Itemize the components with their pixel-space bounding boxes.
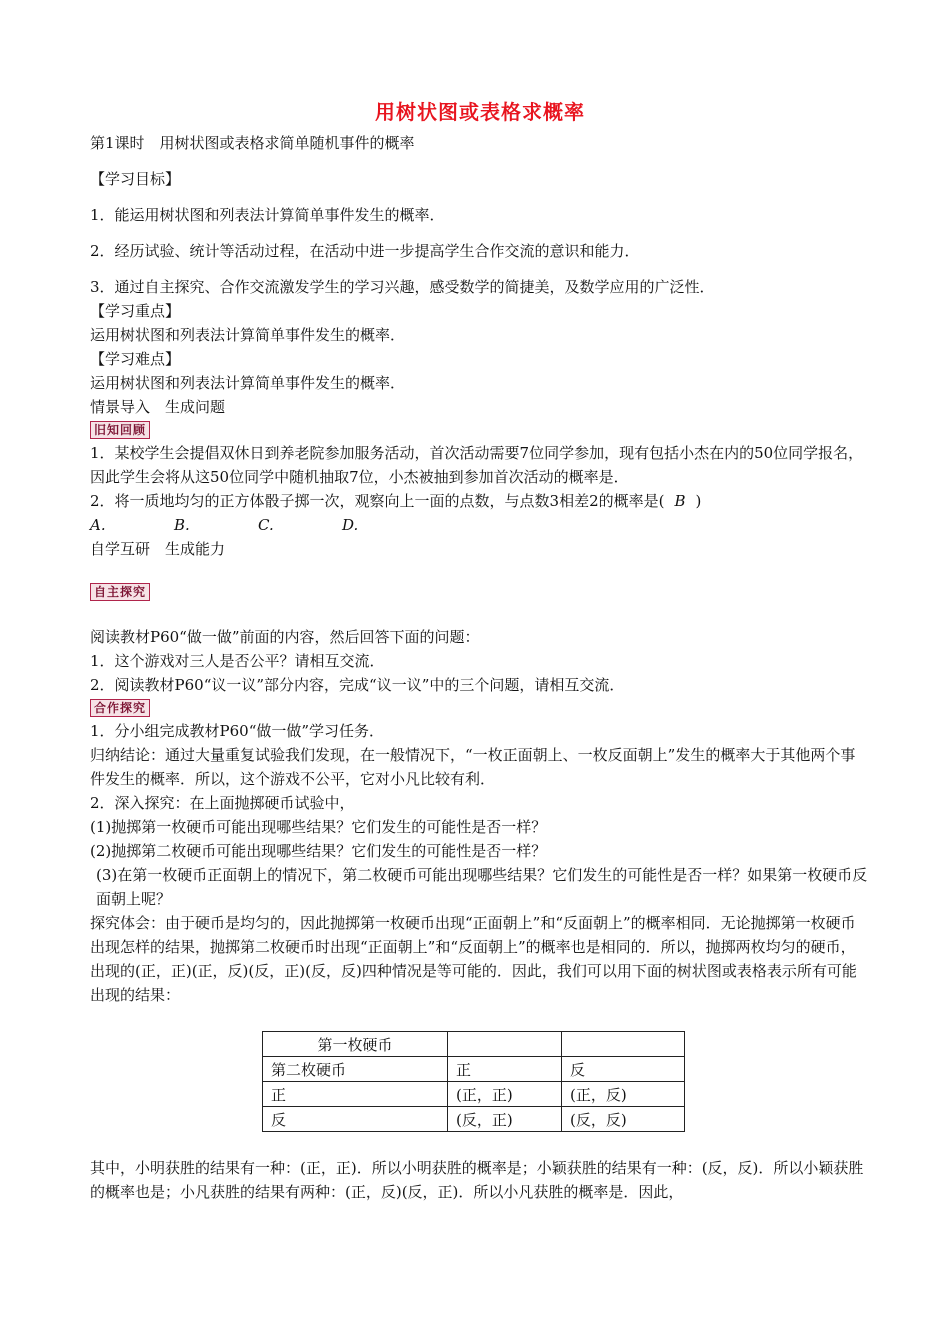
objective-item: 3．通过自主探究、合作交流激发学生的学习兴趣，感受数学的简捷美，及数学应用的广泛性． [90, 278, 715, 296]
choice-a: A. [90, 516, 106, 534]
table-cell: (反，反) [562, 1107, 685, 1132]
review-answer: B [674, 492, 686, 510]
key-point-text: 运用树状图和列表法计算简单事件发生的概率． [90, 326, 406, 344]
table-cell: 第二枚硬币 [263, 1057, 448, 1082]
table-cell: 正 [448, 1057, 562, 1082]
explore-intro: 阅读教材P60“做一做”前面的内容，然后回答下面的问题： [90, 628, 480, 646]
coop-sub-3: (3)在第一枚硬币正面朝上的情况下，第二枚硬币可能出现哪些结果？它们发生的可能性是否一样？如果第一枚硬币反面朝上呢？ [96, 866, 868, 908]
review-question-2-close: ) [695, 492, 702, 510]
choice-d: D. [342, 516, 359, 534]
table-cell: 反 [263, 1107, 448, 1132]
review-question-2-text: 2．将一质地均匀的正方体骰子掷一次，观察向上一面的点数，与点数3相差2的概率是( [90, 492, 665, 510]
difficulty-heading: 【学习难点】 [90, 350, 181, 368]
difficulty-text: 运用树状图和列表法计算简单事件发生的概率． [90, 374, 406, 392]
choice-b: B. [174, 516, 190, 534]
table-cell [448, 1032, 562, 1057]
table-row [263, 1082, 685, 1107]
explore-question-2: 2．阅读教材P60“议一议”部分内容，完成“议一议”中的三个问题，请相互交流． [90, 676, 625, 694]
table-row [263, 1057, 685, 1082]
review-question-2 [90, 489, 870, 513]
closing-text: 其中，小明获胜的结果有一种：(正，正)．所以小明获胜的概率是；小颖获胜的结果有一种：(反，反)．所以小颖获胜的概率也是；小凡获胜的结果有两种：(正，反)(反，正)．所以小凡获胜的概率是．因此， [90, 1159, 864, 1201]
intro-heading: 情景导入 生成问题 [90, 398, 226, 416]
objective-item: 2．经历试验、统计等活动过程，在活动中进一步提高学生合作交流的意识和能力． [90, 242, 640, 260]
table-row [263, 1032, 685, 1057]
coop-question-2: 2．深入探究：在上面抛掷硬币试验中， [90, 794, 355, 812]
answer-choices [90, 513, 870, 537]
review-question-1: 1．某校学生会提倡双休日到养老院参加服务活动，首次活动需要7位同学参加，现有包括小杰在内的50位同学报名，因此学生会将从这50位同学中随机抽取7位，小杰被抽到参加首次活动的概率是． [90, 444, 864, 486]
table-cell: 第一枚硬币 [263, 1032, 448, 1057]
key-point-heading: 【学习重点】 [90, 302, 181, 320]
objectives-heading: 【学习目标】 [90, 170, 181, 188]
coin-outcome-table [262, 1031, 685, 1132]
review-badge: 旧知回顾 [90, 421, 150, 439]
table-cell: 反 [562, 1057, 685, 1082]
table-row [263, 1107, 685, 1132]
objective-item: 1．能运用树状图和列表法计算简单事件发生的概率． [90, 206, 445, 224]
coop-question-1: 1．分小组完成教材P60“做一做”学习任务． [90, 722, 385, 740]
coop-conclusion: 归纳结论：通过大量重复试验我们发现，在一般情况下，“一枚正面朝上、一枚反面朝上”发生的概率大于其他两个事件发生的概率．所以，这个游戏不公平，它对小凡比较有利． [90, 746, 856, 788]
table-cell: (正，正) [448, 1082, 562, 1107]
table-cell [562, 1032, 685, 1057]
self-study-heading: 自学互研 生成能力 [90, 540, 226, 558]
table-cell: (反，正) [448, 1107, 562, 1132]
table-cell: 正 [263, 1082, 448, 1107]
choice-c: C. [258, 516, 274, 534]
document-page [90, 96, 870, 1204]
explore-question-1: 1．这个游戏对三人是否公平？请相互交流． [90, 652, 385, 670]
table-cell: (正，反) [562, 1082, 685, 1107]
page-title: 用树状图或表格求概率 [375, 100, 585, 124]
coop-sub-2: (2)抛掷第二枚硬币可能出现哪些结果？它们发生的可能性是否一样？ [90, 842, 547, 860]
coop-insight: 探究体会：由于硬币是均匀的，因此抛掷第一枚硬币出现“正面朝上”和“反面朝上”的概率相同．无论抛掷第一枚硬币出现怎样的结果，抛掷第二枚硬币时出现“正面朝上”和“反面朝上”的概率也是相同的．所以，抛掷两枚均匀的硬币，出现的(正，正)(正，反)(反，正)(反，反)四种情况是等可能的．因此，我们可以用下面的树状图或表格表示所有可能出现的结果： [90, 914, 857, 1004]
explore-badge: 自主探究 [90, 583, 150, 601]
coop-sub-1: (1)抛掷第一枚硬币可能出现哪些结果？它们发生的可能性是否一样？ [90, 818, 547, 836]
lesson-subtitle: 第1课时 用树状图或表格求简单随机事件的概率 [90, 134, 415, 152]
coop-badge: 合作探究 [90, 699, 150, 717]
